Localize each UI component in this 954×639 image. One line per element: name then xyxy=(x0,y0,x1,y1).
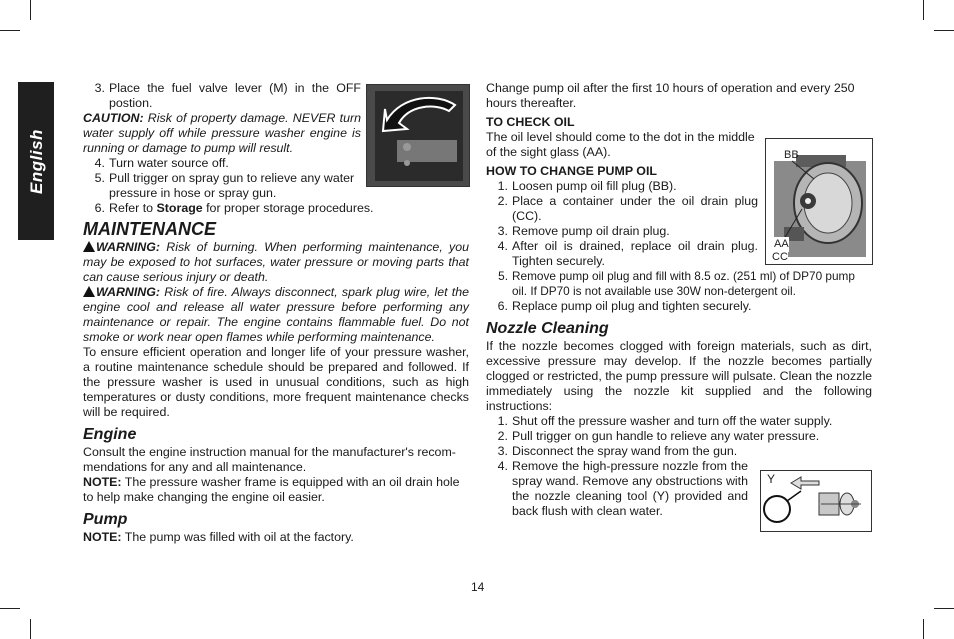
list-item: 4. Remove the high-pressure nozzle from the spray wand. Remove any obstructions with the nozzle cleaning tool (Y) provided and back flush with clean water. xyxy=(497,459,748,518)
page-number: 14 xyxy=(471,580,485,594)
crop-mark xyxy=(923,619,924,639)
nozzle-tool-figure xyxy=(760,470,872,532)
top-left-block xyxy=(83,81,361,201)
list-item: 4. After oil is drained, replace oil drain plug. Tighten securely. xyxy=(497,239,758,268)
list-item: 2. Place a container under the oil drain plug (CC). xyxy=(497,194,758,223)
language-tab-label: English xyxy=(26,128,46,194)
list-item: 6. Refer to Storage for proper storage procedures. xyxy=(94,201,374,215)
crop-mark xyxy=(30,0,31,20)
nozzle-body: If the nozzle becomes clogged with foreign materials, such as dirt, excessive pressure may develop. If the nozzle becomes partially clogged or restricted, the pump pressure will pulsate. Clean the nozzle immediately using the nozzle kit supplied and the following instructions: xyxy=(486,339,872,413)
maintenance-heading: MAINTENANCE xyxy=(83,219,216,239)
crop-mark xyxy=(934,608,954,609)
list-item: 5. Pull trigger on spray gun to relieve any water pressure in hose or spray gun. xyxy=(94,171,355,200)
list-item: 4. Turn water source off. xyxy=(94,156,229,170)
nozzle-cleaning-illustration xyxy=(761,471,871,531)
crop-mark xyxy=(0,608,20,609)
list-item: 1. Shut off the pressure washer and turn off the water supply. xyxy=(497,414,833,428)
pump-oil-figure xyxy=(765,138,873,265)
list-item: 2. Pull trigger on gun handle to relieve any water pressure. xyxy=(497,429,820,443)
engine-heading: Engine xyxy=(83,426,137,443)
list-item: 1. Loosen pump oil fill plug (BB). xyxy=(497,179,677,193)
list-item: 5. Remove pump oil plug and fill with 8.5 oz. (251 ml) of DP70 pump oil. If DP70 is not available use 30W non-detergent oil. xyxy=(498,269,855,298)
crop-mark xyxy=(30,619,31,639)
crop-mark xyxy=(0,30,20,31)
warning-fire: WARNING: Risk of fire. Always disconnect, spark plug wire, let the engine cool and release all water pressure before performing any maintenance or repair. The engine contains flammable fuel. Do not smoke or work near open flames while performing maintenance. xyxy=(83,285,469,344)
language-tab xyxy=(18,82,54,240)
nozzle-cleaning-heading: Nozzle Cleaning xyxy=(486,320,609,337)
crop-mark xyxy=(934,30,954,31)
fuel-valve-figure xyxy=(366,84,470,187)
label-aa: AA xyxy=(774,238,789,250)
check-oil-heading: TO CHECK OIL xyxy=(486,115,575,129)
crop-mark xyxy=(923,0,924,20)
warning-icon xyxy=(83,241,95,252)
engine-note: NOTE: The pressure washer frame is equipped with an oil drain hole to help make changing the engine oil easier. xyxy=(83,475,460,504)
warning-icon xyxy=(83,286,95,297)
warning-burning: WARNING: Risk of burning. When performing maintenance, you may be exposed to hot surfaces, water pressure or moving parts that can cause serious injury or death. xyxy=(83,240,469,284)
maintenance-body: To ensure efficient operation and longer life of your pressure washer, a routine maintenance schedule should be prepared and followed. If the pressure washer is used in unusual conditions, such as high temperatures or dusty conditions, more frequent maintenance checks will be required. xyxy=(83,345,469,419)
label-bb: BB xyxy=(784,149,799,161)
list-item: 3. Remove pump oil drain plug. xyxy=(497,224,670,238)
label-y: Y xyxy=(767,472,776,486)
list-item: 6. Replace pump oil plug and tighten securely. xyxy=(497,299,752,313)
list-item: 3. Disconnect the spray wand from the gun. xyxy=(497,444,738,458)
pump-note: NOTE: The pump was filled with oil at the factory. xyxy=(83,530,354,544)
engine-body: Consult the engine instruction manual for the manufacturer's recom-mendations for any and all maintenance. xyxy=(83,445,456,474)
change-oil-heading: HOW TO CHANGE PUMP OIL xyxy=(486,164,657,178)
list-item: 3. Place the fuel valve lever (M) in the OFF postion. xyxy=(94,81,361,110)
pump-oil-intro: Change pump oil after the first 10 hours of operation and every 250 hours thereafter. xyxy=(486,81,855,110)
label-cc: CC xyxy=(772,251,788,263)
fuel-valve-illustration xyxy=(367,85,469,186)
caution-note: CAUTION: Risk of property damage. NEVER turn water supply off while pressure washer engine is running or damage to pump will result. xyxy=(83,111,361,155)
pump-heading: Pump xyxy=(83,511,128,528)
check-oil-body: The oil level should come to the dot in the middle of the sight glass (AA). xyxy=(486,130,755,159)
